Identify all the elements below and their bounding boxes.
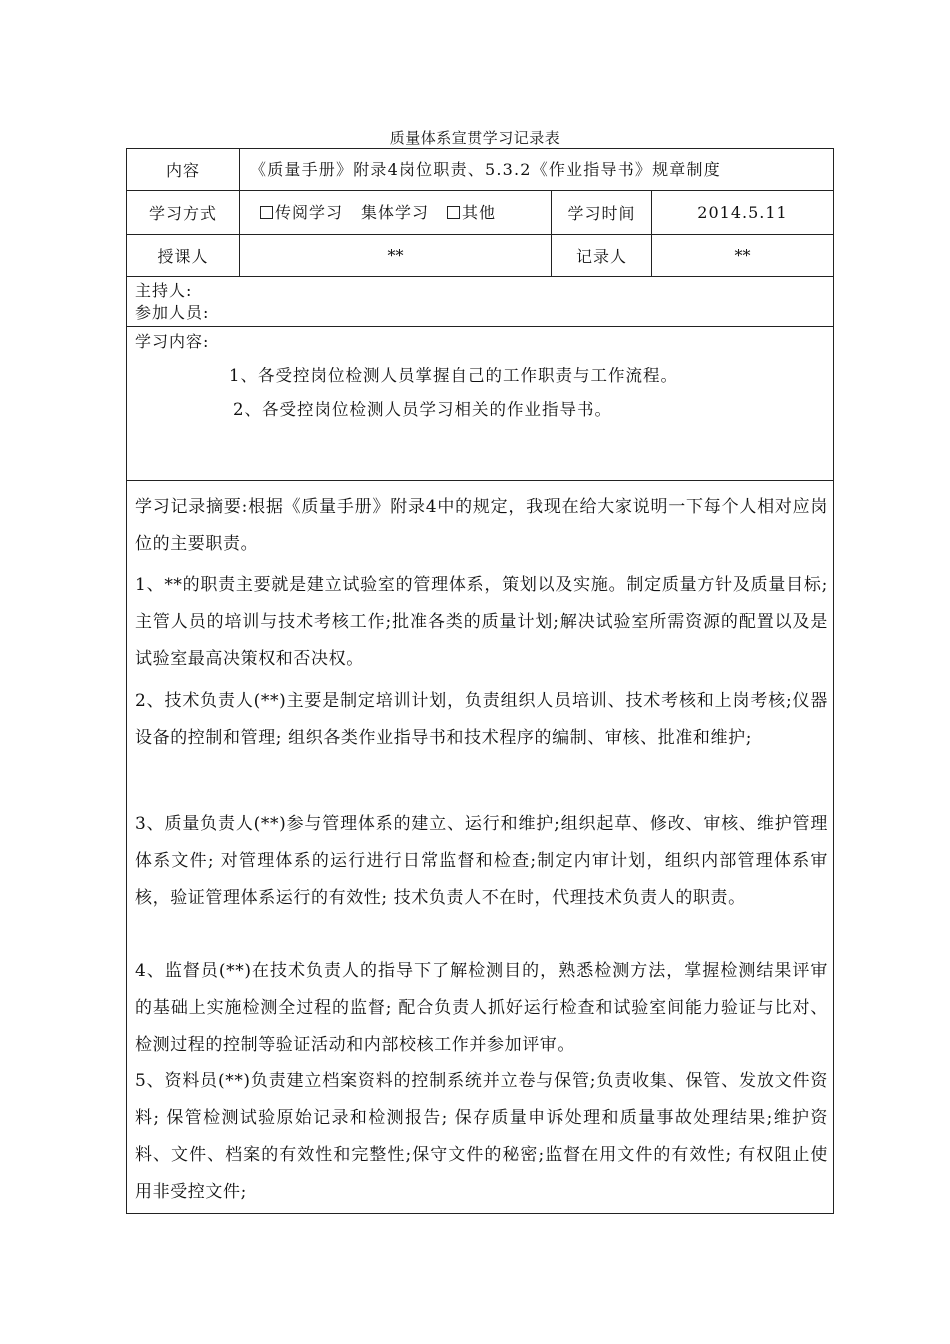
study-time-label: 学习时间 (567, 204, 636, 223)
summary-intro: 学习记录摘要:根据《质量手册》附录4中的规定，我现在给大家说明一下每个人相对应岗位的主要职责。 (135, 497, 828, 554)
study-content-item-2: 2、各受控岗位检测人员学习相关的作业指导书。 (233, 400, 612, 419)
recorder-value: ** (734, 246, 751, 265)
checkbox-pass-around[interactable] (260, 206, 273, 219)
option-pass-around-label: 传阅学习 (275, 203, 344, 222)
summary-item-1: 1、**的职责主要就是建立试验室的管理体系，策划以及实施。制定质量方针及质量目标;主管人员的培训与技术考核工作;批准各类的质量计划;解决试验室所需资源的配置以及是试验室最高决策权和否决权。 (135, 575, 828, 669)
summary-item-5: 5、资料员(**)负责建立档案资料的控制系统并立卷与保管;负责收集、保管、发放文件资料; 保管检测试验原始记录和检测报告; 保存质量申诉处理和质量事故处理结果;维护资料、文件、档案的有效性和完整性;保守文件的秘密;监督在用文件的有效性; 有权阻止使用非受控文件; (135, 1071, 828, 1202)
option-group-study-label: 集体学习 (361, 203, 430, 222)
study-method-options (260, 191, 550, 234)
summary-item-2: 2、技术负责人(**)主要是制定培训计划，负责组织人员培训、技术考核和上岗考核;仪器设备的控制和管理; 组织各类作业指导书和技术程序的编制、审核、批准和维护; (135, 691, 828, 748)
study-content-item-1: 1、各受控岗位检测人员掌握自己的工作职责与工作流程。 (229, 366, 678, 385)
checkbox-other[interactable] (447, 206, 460, 219)
content-label: 内容 (165, 161, 200, 180)
host-label: 主持人: (135, 281, 193, 300)
summary-item-3: 3、质量负责人(**)参与管理体系的建立、运行和维护;组织起草、修改、审核、维护管理体系文件; 对管理体系的运行进行日常监督和检查;制定内审计划，组织内部管理体系审核，验证管理体系运行的有效性; 技术负责人不在时，代理技术负责人的职责。 (135, 814, 828, 908)
study-time-value: 2014.5.11 (697, 203, 788, 222)
participants-label: 参加人员: (135, 303, 210, 322)
lecturer-value: ** (387, 246, 404, 265)
option-other-label: 其他 (462, 203, 497, 222)
form-title: 质量体系宣贯学习记录表 (389, 129, 561, 147)
study-method-label: 学习方式 (148, 204, 217, 223)
recorder-label: 记录人 (575, 247, 627, 266)
lecturer-label: 授课人 (157, 247, 209, 266)
content-value: 《质量手册》附录4岗位职责、5.3.2《作业指导书》规章制度 (250, 160, 721, 179)
study-content-label: 学习内容: (135, 332, 210, 351)
summary-item-4: 4、监督员(**)在技术负责人的指导下了解检测目的，熟悉检测方法，掌握检测结果评审的基础上实施检测全过程的监督; 配合负责人抓好运行检查和试验室间能力验证与比对、检测过程的控制等验证活动和内部校核工作并参加评审。 (135, 961, 828, 1055)
